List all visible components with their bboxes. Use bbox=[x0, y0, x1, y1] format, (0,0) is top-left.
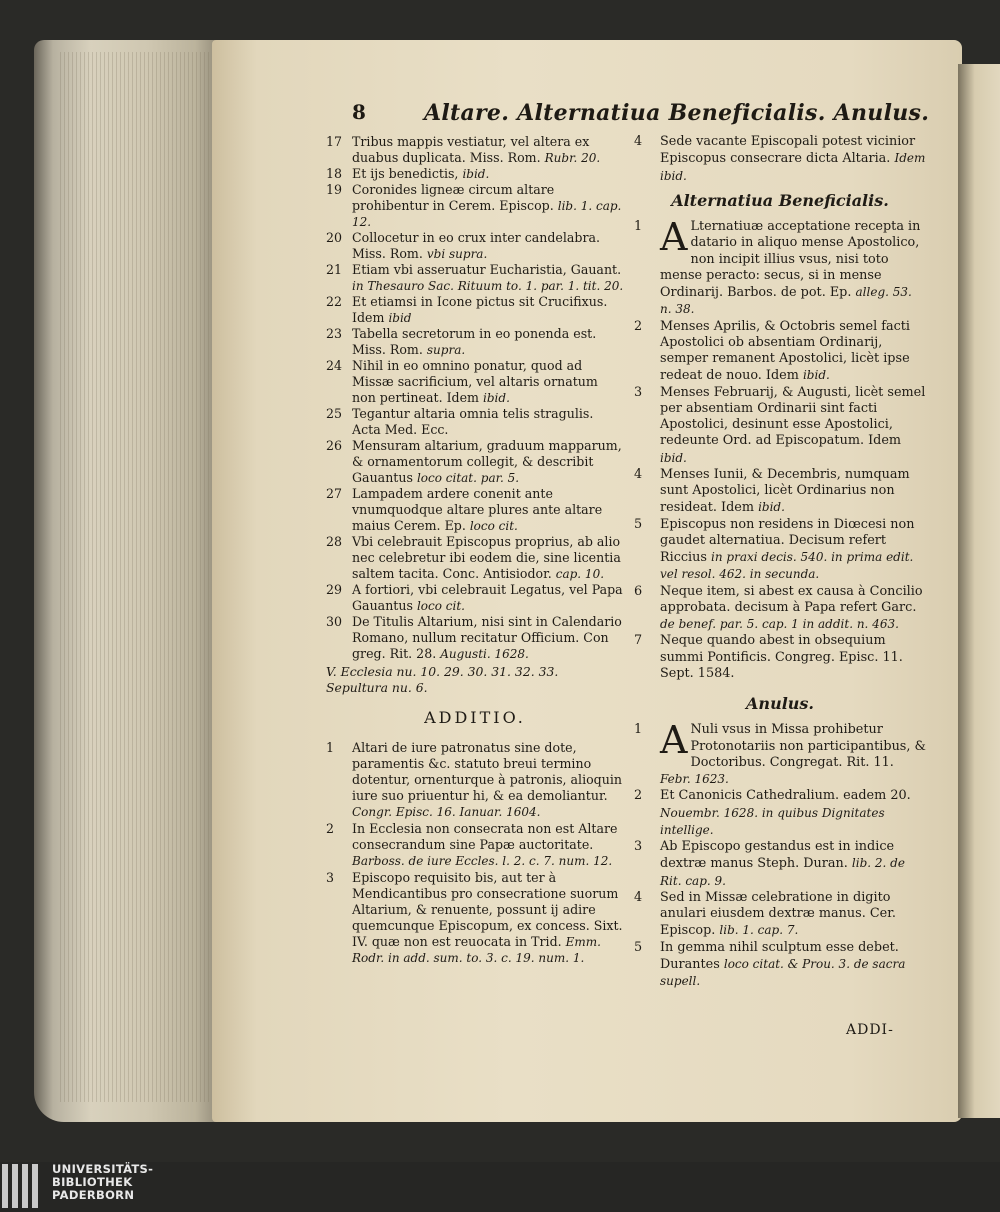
entry-body bbox=[352, 182, 624, 230]
addition-heading: ADDITIO. bbox=[424, 708, 526, 727]
entry-text: Etiam vbi asseruatur Eucharistia, Gauant. bbox=[352, 262, 622, 277]
entry-text: In Ecclesia non consecrata non est Altare consecrandum sine Papæ auctoritate. bbox=[352, 821, 618, 852]
entry bbox=[326, 230, 624, 262]
entry-body bbox=[352, 166, 624, 182]
entry-citation: cap. 10. bbox=[555, 567, 605, 581]
entry-number: 27 bbox=[326, 486, 343, 501]
entry bbox=[634, 319, 926, 385]
entry bbox=[326, 326, 624, 358]
entry-body bbox=[352, 406, 624, 438]
section-heading-anulus: Anulus. bbox=[746, 694, 814, 713]
entry bbox=[326, 406, 624, 438]
entry-body bbox=[352, 821, 624, 869]
entry-text: Tabella secretorum in eo ponenda est. Miss. Rom. bbox=[352, 326, 597, 357]
right-entries bbox=[634, 134, 926, 185]
entry-number: 20 bbox=[326, 230, 343, 245]
entry-citation: loco citat. par. 5. bbox=[416, 471, 520, 485]
addition-entries bbox=[326, 740, 624, 966]
entry-text: Collocetur in eo crux inter candelabra. Miss. Rom. bbox=[352, 230, 601, 261]
entry-body bbox=[352, 230, 624, 262]
entry-text: Lampadem ardere conenit ante vnumquodque altare plures ante altare maius Cerem. Ep. bbox=[352, 486, 603, 533]
entry-number: 2 bbox=[634, 318, 643, 334]
entry-citation: Febr. 1623. bbox=[660, 772, 729, 786]
entry-number: 5 bbox=[634, 939, 643, 955]
entry-number: 4 bbox=[634, 134, 643, 149]
drop-capital: A bbox=[660, 718, 688, 763]
entry-number: 29 bbox=[326, 582, 343, 597]
library-name-line1: UNIVERSITÄTS- bbox=[52, 1162, 154, 1176]
entry-text: Et etiamsi in Icone pictus sit Crucifixus. Idem bbox=[352, 294, 608, 325]
entry-number: 26 bbox=[326, 438, 343, 453]
right-column bbox=[634, 134, 926, 990]
entry-number: 21 bbox=[326, 262, 343, 277]
entry-citation: ibid. bbox=[462, 167, 490, 181]
facing-page-edge bbox=[958, 64, 1000, 1118]
entry-number: 3 bbox=[634, 839, 643, 854]
entry-text: Vbi celebrauit Episcopus proprius, ab alio nec celebretur ibi eodem die, sine licentia saltem tacita. Conc. Antisiodor. bbox=[352, 534, 621, 581]
entry bbox=[326, 534, 624, 582]
entry-number: 3 bbox=[326, 870, 335, 885]
entry-number: 25 bbox=[326, 406, 343, 421]
entry-citation: Emm. Rodr. in add. sum. to. 3. c. 19. num. 1. bbox=[352, 935, 601, 965]
entry-body bbox=[660, 385, 926, 467]
entry-citation: Barboss. de iure Eccles. l. 2. c. 7. num. 12. bbox=[352, 854, 613, 868]
entry-text: Tegantur altaria omnia telis stragulis. Acta Med. Ecc. bbox=[352, 406, 594, 437]
entry-body bbox=[352, 326, 624, 358]
entry-body bbox=[660, 788, 926, 839]
entry-text: Sed in Missæ celebratione in digito anulari eiusdem dextræ manus. Cer. Episcop. bbox=[660, 889, 896, 939]
entry-text: Nihil in eo omnino ponatur, quod ad Missæ sacrificium, vel altaris ornatum non pertineat. Idem bbox=[352, 358, 598, 405]
entry-body bbox=[660, 134, 926, 185]
library-name-line3: PADERBORN bbox=[52, 1188, 135, 1202]
entry bbox=[634, 385, 926, 467]
entry bbox=[326, 740, 624, 820]
entry bbox=[326, 821, 624, 869]
entry-citation: in praxi decis. 540. in prima edit. vel resol. 462. in secunda. bbox=[660, 550, 914, 582]
entry-citation: supra. bbox=[426, 343, 466, 357]
entry-body bbox=[660, 890, 926, 940]
entry bbox=[326, 166, 624, 182]
entry-number: 1 bbox=[634, 722, 643, 738]
entry-number: 18 bbox=[326, 166, 343, 181]
entry-text: Menses Iunii, & Decembris, numquam sunt Apostolici, licèt Ordinarius non resideat. Idem bbox=[660, 466, 910, 516]
entry bbox=[634, 215, 926, 319]
entry-number: 1 bbox=[634, 219, 643, 234]
library-logo-icon bbox=[2, 1164, 40, 1208]
entry bbox=[634, 134, 926, 185]
entry bbox=[326, 438, 624, 486]
entry-text: Neque item, si abest ex causa à Concilio approbata. decisum à Papa refert Garc. bbox=[660, 583, 923, 615]
entry-number: 28 bbox=[326, 534, 343, 549]
library-name-line2: BIBLIOTHEK bbox=[52, 1175, 133, 1189]
entry-text: Episcopo requisito bis, aut ter à Mendicantibus pro consecratione suorum Altarium, & renuente, possunt ij adire quemcunque Episcopum, ex concess. Sixt. IV. quæ non est reuocata in Trid. bbox=[352, 870, 623, 949]
entry-citation: ibid. bbox=[483, 391, 510, 405]
entry-text: Et Canonicis Cathedralium. eadem 20. bbox=[660, 788, 911, 804]
entry-body bbox=[352, 614, 624, 662]
entry-citation: Augusti. 1628. bbox=[440, 647, 529, 661]
entry-body bbox=[660, 215, 926, 319]
entry bbox=[326, 294, 624, 326]
entry bbox=[634, 467, 926, 517]
entry-text: Menses Aprilis, & Octobris semel facti Apostolici ob absentiam Ordinarij, semper remanent Apostolici, licèt ipse redeat de nouo. Idem bbox=[660, 318, 911, 384]
entry bbox=[634, 584, 926, 634]
entry-text: Neque quando abest in obsequium summi Pontificis. Congreg. Episc. 11. Sept. 1584. bbox=[660, 633, 903, 681]
entry-citation: ibid. bbox=[660, 450, 687, 465]
entry-body bbox=[660, 940, 926, 991]
entry-citation: vbi supra. bbox=[426, 247, 488, 261]
section-anulus bbox=[634, 718, 926, 990]
entry-number: 4 bbox=[634, 466, 643, 482]
entry-body bbox=[660, 584, 926, 634]
entry-text: In gemma nihil sculptum esse debet. Durantes bbox=[660, 939, 899, 972]
entry-citation: lib. 2. de Rit. cap. 9. bbox=[660, 856, 905, 888]
entry bbox=[634, 839, 926, 890]
entry-citation: Idem ibid. bbox=[660, 151, 926, 183]
entry-body bbox=[660, 718, 926, 788]
entry-body bbox=[352, 358, 624, 406]
catchword: ADDI- bbox=[846, 1022, 894, 1038]
page-edges bbox=[60, 52, 210, 1102]
entry bbox=[326, 262, 624, 294]
entry-body bbox=[352, 294, 624, 326]
entry-text: A fortiori, vbi celebrauit Legatus, vel Papa Gauantus bbox=[352, 582, 623, 613]
entry-number: 7 bbox=[634, 633, 643, 649]
entry-citation: lib. 1. cap. 12. bbox=[352, 199, 622, 229]
entry-number: 19 bbox=[326, 182, 343, 197]
entry-citation: lib. 1. cap. 7. bbox=[719, 923, 799, 938]
entry bbox=[326, 486, 624, 534]
entry-citation: Rubr. 20. bbox=[544, 151, 601, 165]
entry-number: 2 bbox=[634, 788, 643, 804]
entry-body bbox=[660, 319, 926, 385]
entry-body bbox=[660, 517, 926, 584]
entry bbox=[326, 582, 624, 614]
entry-number: 6 bbox=[634, 583, 643, 599]
entry-body bbox=[352, 740, 624, 820]
entry-body bbox=[660, 633, 926, 682]
entry bbox=[634, 517, 926, 584]
entry bbox=[326, 182, 624, 230]
entry-number: 23 bbox=[326, 326, 343, 341]
entry-number: 24 bbox=[326, 358, 343, 373]
entry-body bbox=[352, 582, 624, 614]
entry bbox=[634, 788, 926, 839]
entry-body bbox=[660, 839, 926, 890]
entry-number: 5 bbox=[634, 516, 643, 532]
entry-citation: ibid. bbox=[758, 500, 785, 515]
entry-text: De Titulis Altarium, nisi sint in Calendario Romano, nullum recitatur Officium. Con greg. Rit. 28. bbox=[352, 614, 622, 661]
entry-citation: ibid bbox=[388, 311, 412, 325]
entry-number: 30 bbox=[326, 614, 343, 629]
running-head bbox=[352, 100, 930, 134]
entry bbox=[326, 614, 624, 662]
library-name bbox=[52, 1163, 153, 1202]
page-number: 8 bbox=[352, 100, 366, 124]
entry-citation: alleg. 53. n. 38. bbox=[660, 285, 912, 317]
entry-citation: in Thesauro Sac. Rituum to. 1. par. 1. tit. 20. bbox=[352, 279, 624, 293]
entry-citation: loco citat. & Prou. 3. de sacra supell. bbox=[660, 956, 906, 988]
entry bbox=[634, 633, 926, 682]
entry-number: 4 bbox=[634, 889, 643, 905]
entry-body bbox=[352, 534, 624, 582]
entry-text: Et ijs benedictis, bbox=[352, 166, 459, 181]
left-column bbox=[326, 134, 624, 967]
entry-text: Menses Februarij, & Augusti, licèt semel per absentiam Ordinarii sint facti Apostolici, desinunt esse Apostolici, redeunte Ord. ad Episcopatum. Idem bbox=[660, 384, 926, 449]
entry-citation: loco cit. bbox=[416, 599, 465, 613]
cross-reference-note bbox=[326, 664, 624, 696]
entry bbox=[634, 940, 926, 991]
entry-body bbox=[352, 134, 624, 166]
entry-citation: ibid. bbox=[802, 368, 830, 383]
entry-text: Altari de iure patronatus sine dote, paramentis &c. statuto breui termino dotentur, ornenturque à patronis, alioquin iure suo priuentur hi, & ea demoliantur. bbox=[352, 740, 622, 803]
entry-number: 1 bbox=[326, 740, 335, 755]
entry bbox=[326, 134, 624, 166]
entry-text: Nuli vsus in Missa prohibetur Protonotariis non participantibus, & Doctoribus. Congregat. Rit. 11. bbox=[690, 722, 926, 770]
entry bbox=[326, 870, 624, 966]
entry-number: 3 bbox=[634, 384, 643, 400]
note-text: V. Ecclesia nu. 10. 29. 30. 31. 32. 33. Sepultura nu. 6. bbox=[326, 664, 559, 695]
entry-text: Coronides ligneæ circum altare prohibentur in Cerem. Episcop. bbox=[352, 182, 555, 213]
running-title: Altare. Alternatiua Beneficialis. Anulus. bbox=[424, 100, 930, 126]
entry-number: 22 bbox=[326, 294, 343, 309]
entry-body bbox=[660, 467, 926, 517]
entry-citation: de benef. par. 5. cap. 1 in addit. n. 463. bbox=[660, 617, 899, 631]
entry-text: Ab Episcopo gestandus est in indice dextræ manus Steph. Duran. bbox=[660, 839, 895, 872]
left-entries bbox=[326, 134, 624, 662]
drop-capital: A bbox=[660, 215, 688, 259]
entry-text: Mensuram altarium, graduum mapparum, & ornamentorum collegit, & describit Gauantus bbox=[352, 438, 622, 485]
entry-number: 17 bbox=[326, 134, 343, 149]
section-heading-alternatiua: Alternatiua Beneficialis. bbox=[671, 190, 889, 210]
entry-body bbox=[352, 262, 624, 294]
entry-text: Lternatiuæ acceptatione recepta in datario in aliquo mense Apostolico, non incipit illius vsus, nisi toto mense peracto: secus, si in mense Ordinarij. Barbos. de pot. Ep. bbox=[660, 219, 921, 300]
entry-body bbox=[352, 486, 624, 534]
entry bbox=[634, 718, 926, 788]
entry-text: Sede vacante Episcopali potest vicinior Episcopus consecrare dicta Altaria. bbox=[660, 134, 916, 167]
entry-citation: loco cit. bbox=[469, 519, 518, 533]
entry-body bbox=[352, 870, 624, 966]
entry-body bbox=[352, 438, 624, 486]
entry-text: Tribus mappis vestiatur, vel altera ex duabus duplicata. Miss. Rom. bbox=[352, 134, 590, 165]
entry-number: 2 bbox=[326, 821, 335, 836]
section-alternatiua bbox=[634, 215, 926, 682]
entry bbox=[326, 358, 624, 406]
entry bbox=[634, 890, 926, 940]
entry-text: Episcopus non residens in Diœcesi non gaudet alternatiua. Decisum refert Riccius bbox=[660, 516, 915, 565]
entry-citation: Congr. Episc. 16. Ianuar. 1604. bbox=[352, 805, 541, 819]
entry-citation: Nouembr. 1628. in quibus Dignitates intellige. bbox=[660, 805, 885, 837]
